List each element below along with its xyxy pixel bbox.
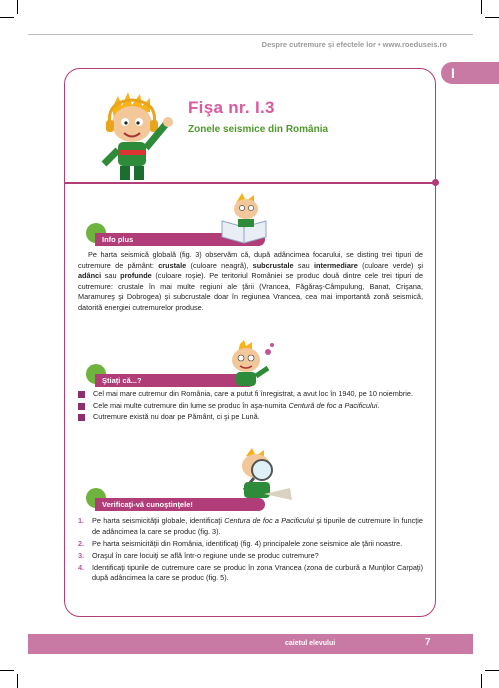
term-profunde: profunde bbox=[120, 271, 152, 281]
item-number: 1. bbox=[78, 516, 85, 525]
list-item bbox=[78, 412, 423, 423]
term-crustale: crustale bbox=[158, 260, 187, 270]
stiati-ca-list bbox=[78, 389, 423, 424]
crop-mark bbox=[481, 0, 482, 14]
item-text: Identificaţi tipurile de cutremure care se produc în zona Vrancea (zona de curbură a Munţilor Carpaţi) după adâncimea la care se produc (fig. 5). bbox=[92, 562, 423, 583]
bullet-square bbox=[78, 391, 85, 398]
crop-mark bbox=[17, 674, 18, 688]
section-divider bbox=[64, 182, 436, 184]
page-number: 7 bbox=[425, 637, 431, 648]
text-run: Pe harta seismică globală (fig. 3) observăm că, după adâncimea focarului, se disting trei tipuri de cutremure de pământ: bbox=[78, 250, 423, 270]
sheet-subtitle: Zonele seismice din România bbox=[188, 124, 329, 135]
crop-mark bbox=[0, 17, 14, 18]
info-plus-paragraph bbox=[78, 250, 423, 314]
item-text: Pe harta seismicităţii globale, identificaţi bbox=[92, 516, 225, 525]
item-text: Cel mai mare cutremur din România, care a putut fi înregistrat, a avut loc în 1940, pe 10 noiembrie. bbox=[93, 389, 414, 398]
stiati-ca-heading: Ştiaţi că...? bbox=[95, 374, 255, 387]
item-text: . bbox=[377, 400, 380, 410]
list-item bbox=[78, 401, 423, 412]
item-text: Cutremure există nu doar pe Pământ, ci şi pe Lună. bbox=[93, 412, 260, 422]
term-adanci: adânci bbox=[78, 271, 102, 281]
item-number: 4. bbox=[78, 562, 85, 572]
boy-reading-illustration bbox=[212, 193, 278, 245]
boy-thinking-illustration bbox=[210, 340, 276, 388]
bullet-square bbox=[78, 414, 85, 421]
text-run: (culoare verde) şi bbox=[357, 260, 423, 270]
sheet-title: Fişa nr. I.3 bbox=[188, 98, 275, 117]
list-item bbox=[78, 563, 423, 584]
crop-mark bbox=[481, 674, 482, 688]
running-head: Despre cutremure și efectele lor • www.roeduseis.ro bbox=[261, 40, 447, 49]
text-run: sau bbox=[101, 271, 121, 281]
item-number: 3. bbox=[78, 550, 85, 560]
term-subcrustale: subcrustale bbox=[252, 260, 294, 270]
boy-headphones-illustration bbox=[92, 90, 182, 182]
term-centura: Centura de foc a Pacificului bbox=[224, 516, 315, 525]
term-centura: Centură de foc a Pacificului bbox=[288, 400, 378, 410]
header-rule bbox=[28, 34, 473, 35]
list-item bbox=[78, 539, 423, 550]
crop-mark bbox=[17, 0, 18, 14]
divider-dot bbox=[432, 179, 439, 186]
boy-magnifier-illustration bbox=[224, 448, 296, 506]
item-text: Cele mai multe cutremure din lume se produc în aşa-numita bbox=[93, 400, 289, 410]
crop-mark bbox=[0, 670, 14, 671]
list-item bbox=[78, 516, 423, 537]
list-item bbox=[78, 389, 423, 400]
chapter-tab: I bbox=[441, 62, 499, 84]
crop-mark bbox=[485, 17, 499, 18]
info-plus-heading: Info plus bbox=[95, 233, 265, 246]
item-number: 2. bbox=[78, 538, 85, 548]
footer-bar bbox=[28, 634, 473, 654]
text-run: sau bbox=[293, 260, 314, 270]
text-run: (culoare roşie). Pe teritoriul României se produc două dintre cele trei tipuri de cutremure: crustale în mai multe regiuni ale ţării (Vrancea, Făgăraş-Câmpulung, Banat, Crişana, Maramureş şi Dobrogea) şi subcrustale doar în regiunea Vrancea, cea mai importantă zonă seismică, datorită energiei cutremurelor produse. bbox=[78, 271, 423, 312]
list-item bbox=[78, 551, 423, 562]
text-run: (culoare neagră), bbox=[186, 260, 253, 270]
bullet-square bbox=[78, 403, 85, 410]
item-text: Pe harta seismicităţii din România, identificaţi (fig. 4) principalele zone seismice ale ţării noastre. bbox=[92, 538, 403, 548]
crop-mark bbox=[485, 670, 499, 671]
verificati-list bbox=[78, 516, 423, 586]
verificati-heading: Verificaţi-vă cunoştinţele! bbox=[95, 498, 265, 511]
item-text: şi tipurile de cutremure în funcţie de adâncimea la care se produc (fig. 3). bbox=[92, 516, 423, 536]
term-intermediare: intermediare bbox=[313, 260, 358, 270]
footer-label: caietul elevului bbox=[285, 640, 336, 647]
item-text: Oraşul în care locuiţi se află într-o regiune unde se produc cutremure? bbox=[92, 550, 319, 560]
